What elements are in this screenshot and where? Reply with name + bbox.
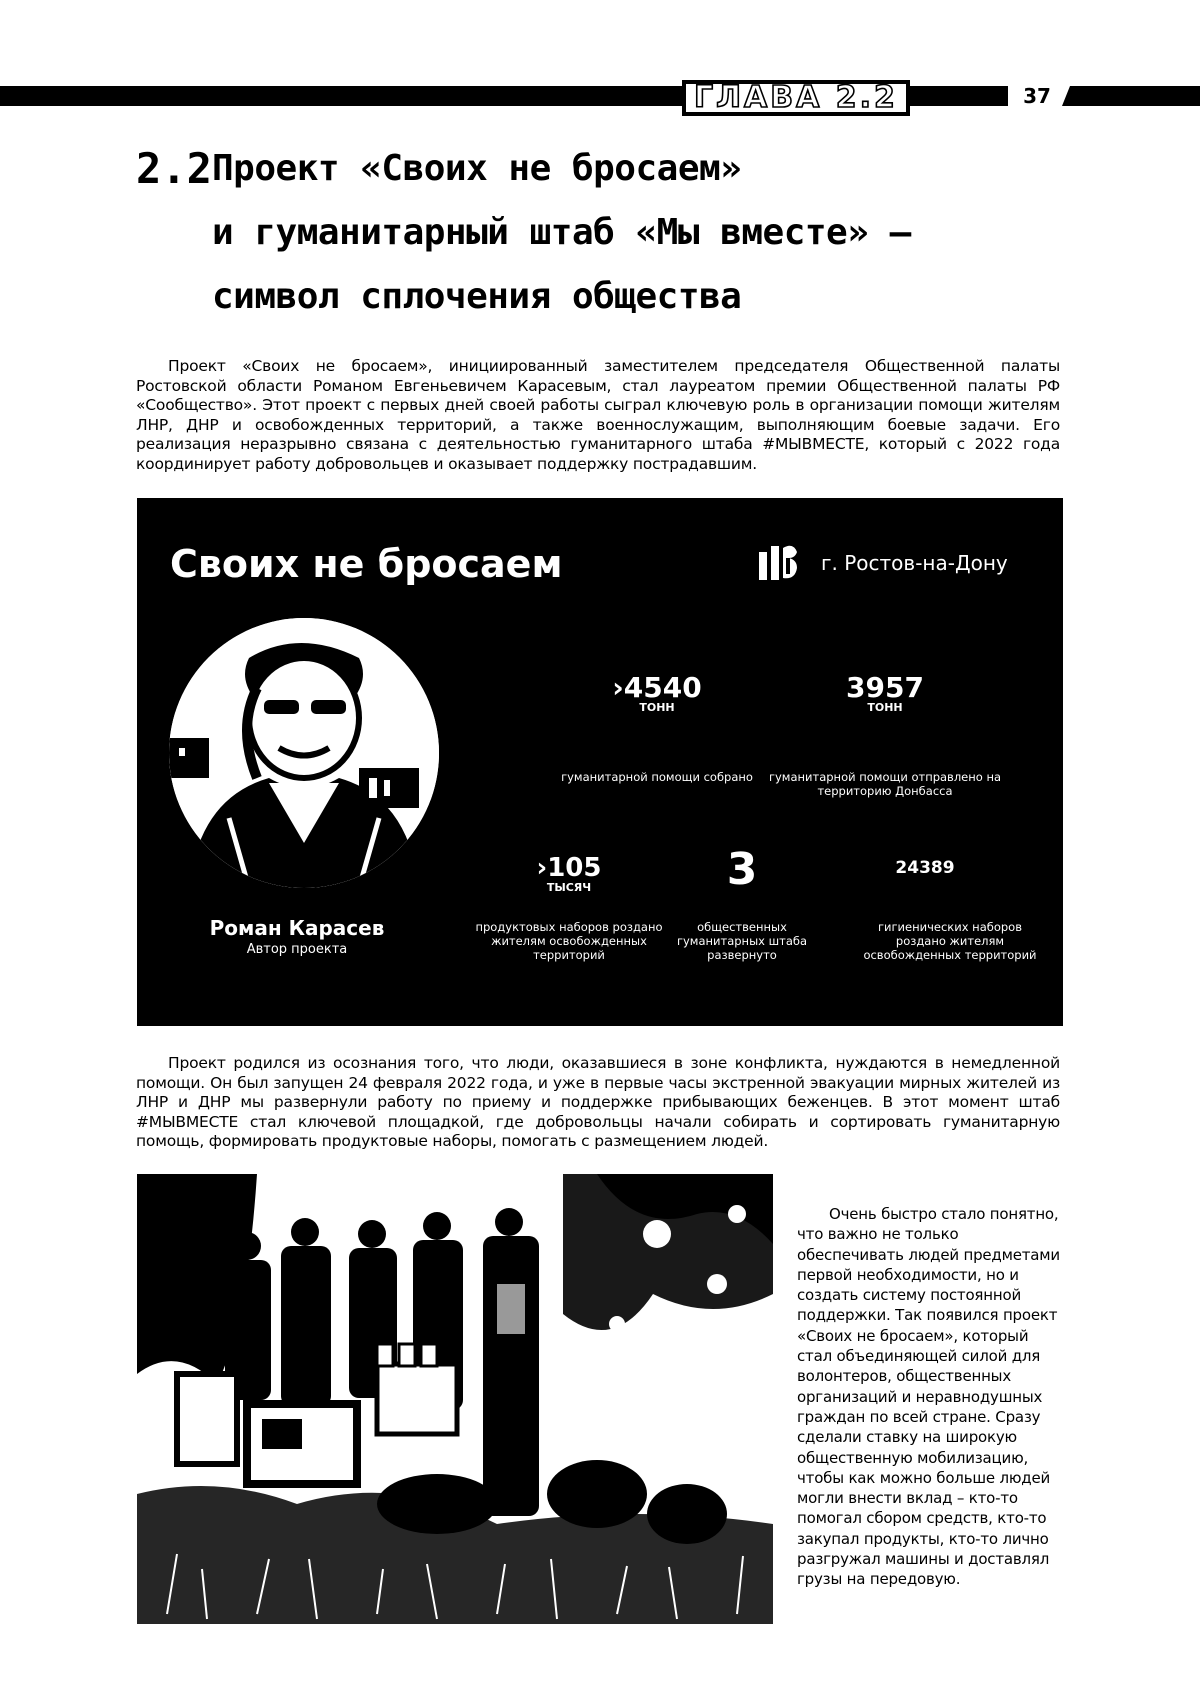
stat-unit: ТЫСЯЧ bbox=[546, 881, 592, 894]
stat-unit: ТОНН bbox=[639, 701, 675, 714]
section-number: 2.2 bbox=[136, 144, 212, 193]
infographic-city: г. Ростов-на-Дону bbox=[821, 551, 1008, 575]
stat-desc-sent: гуманитарной помощи отправлено на территорию Донбасса bbox=[768, 770, 1002, 798]
stat-value: 24389 bbox=[895, 858, 955, 878]
stat-hq bbox=[692, 844, 792, 895]
header-bar-right bbox=[1062, 86, 1200, 106]
section-title-line-1: Проект «Своих не бросаем» bbox=[212, 148, 742, 189]
chapter-label: ГЛАВА 2.2 bbox=[682, 80, 910, 116]
stat-unit: ТОНН bbox=[867, 701, 903, 714]
volunteers-photo bbox=[137, 1174, 773, 1624]
section-title-line-3: символ сплочения общества bbox=[212, 276, 742, 317]
stat-food-sets bbox=[499, 854, 639, 894]
page-number: 37 bbox=[1023, 84, 1051, 108]
paragraph-intro: Проект «Своих не бросаем», инициированный заместителем председателя Общественной палаты Ростовской области Романом Евгеньевичем Карасевым, стал лауреатом премии Общественной палаты РФ «Сообщество». Этот проект с первых дней своей работы сыграл ключевую роль в организации помощи жителям ЛНР, ДНР и освобожденных территорий, а также военнослужащим, выполняющим боевые задачи. Его реализация неразрывно связана с деятельностью гуманитарного штаба #МЫВМЕСТЕ, который с 2022 года координирует работу добровольцев и оказывает поддержку пострадавшим. bbox=[136, 357, 1060, 473]
stat-collected bbox=[557, 671, 757, 714]
infographic-banner bbox=[137, 498, 1063, 1026]
stat-desc-food-sets: продуктовых наборов роздано жителям освобожденных территорий bbox=[475, 920, 663, 962]
stat-value: 3 bbox=[726, 844, 758, 895]
stat-desc-hq: общественных гуманитарных штаба развернуто bbox=[676, 920, 808, 962]
paragraph-project: Очень быстро стало понятно, что важно не только обеспечивать людей предметами первой необходимости, но и создать систему постоянной поддержки. Так появился проект «Своих не бросаем», который стал объединяющей силой для волонтеров, общественных организаций и неравнодушных граждан по всей стране. Сразу сделали ставку на широкую общественную мобилизацию, чтобы как можно больше людей могли внести вклад – кто-то помогал сбором средств, кто-то закупал продукты, кто-то лично разгружал машины и доставлял грузы на передовую. bbox=[797, 1205, 1060, 1589]
stat-desc-collected: гуманитарной помощи собрано bbox=[561, 770, 753, 784]
stat-sent bbox=[785, 671, 985, 714]
person-role: Автор проекта bbox=[246, 942, 348, 957]
infographic-title: Своих не бросаем bbox=[170, 542, 563, 586]
portrait-photo bbox=[169, 618, 439, 888]
section-title-line-2: и гуманитарный штаб «Мы вместе» – bbox=[212, 212, 911, 253]
stat-hygiene-sets bbox=[865, 858, 985, 878]
stat-value: 3957 bbox=[846, 671, 924, 704]
mayor-logo-icon bbox=[757, 542, 801, 582]
stat-desc-hygiene-sets: гигиенических наборов роздано жителям освобожденных территорий bbox=[863, 920, 1037, 962]
paragraph-origin: Проект родился из осознания того, что люди, оказавшиеся в зоне конфликта, нуждаются в немедленной помощи. Он был запущен 24 февраля 2022 года, и уже в первые часы экстренной эвакуации мирных жителей из ЛНР и ДНР мы развернули работу по приему и поддержке прибывающих беженцев. В этот момент штаб #МЫВМЕСТЕ стал ключевой площадкой, где добровольцы начали собирать и сортировать гуманитарную помощь, формировать продуктовые наборы, помогать с размещением людей. bbox=[136, 1054, 1060, 1150]
person-name: Роман Карасев bbox=[209, 916, 385, 940]
stat-value: ›4540 bbox=[612, 671, 702, 704]
stat-value: ›105 bbox=[536, 853, 602, 883]
